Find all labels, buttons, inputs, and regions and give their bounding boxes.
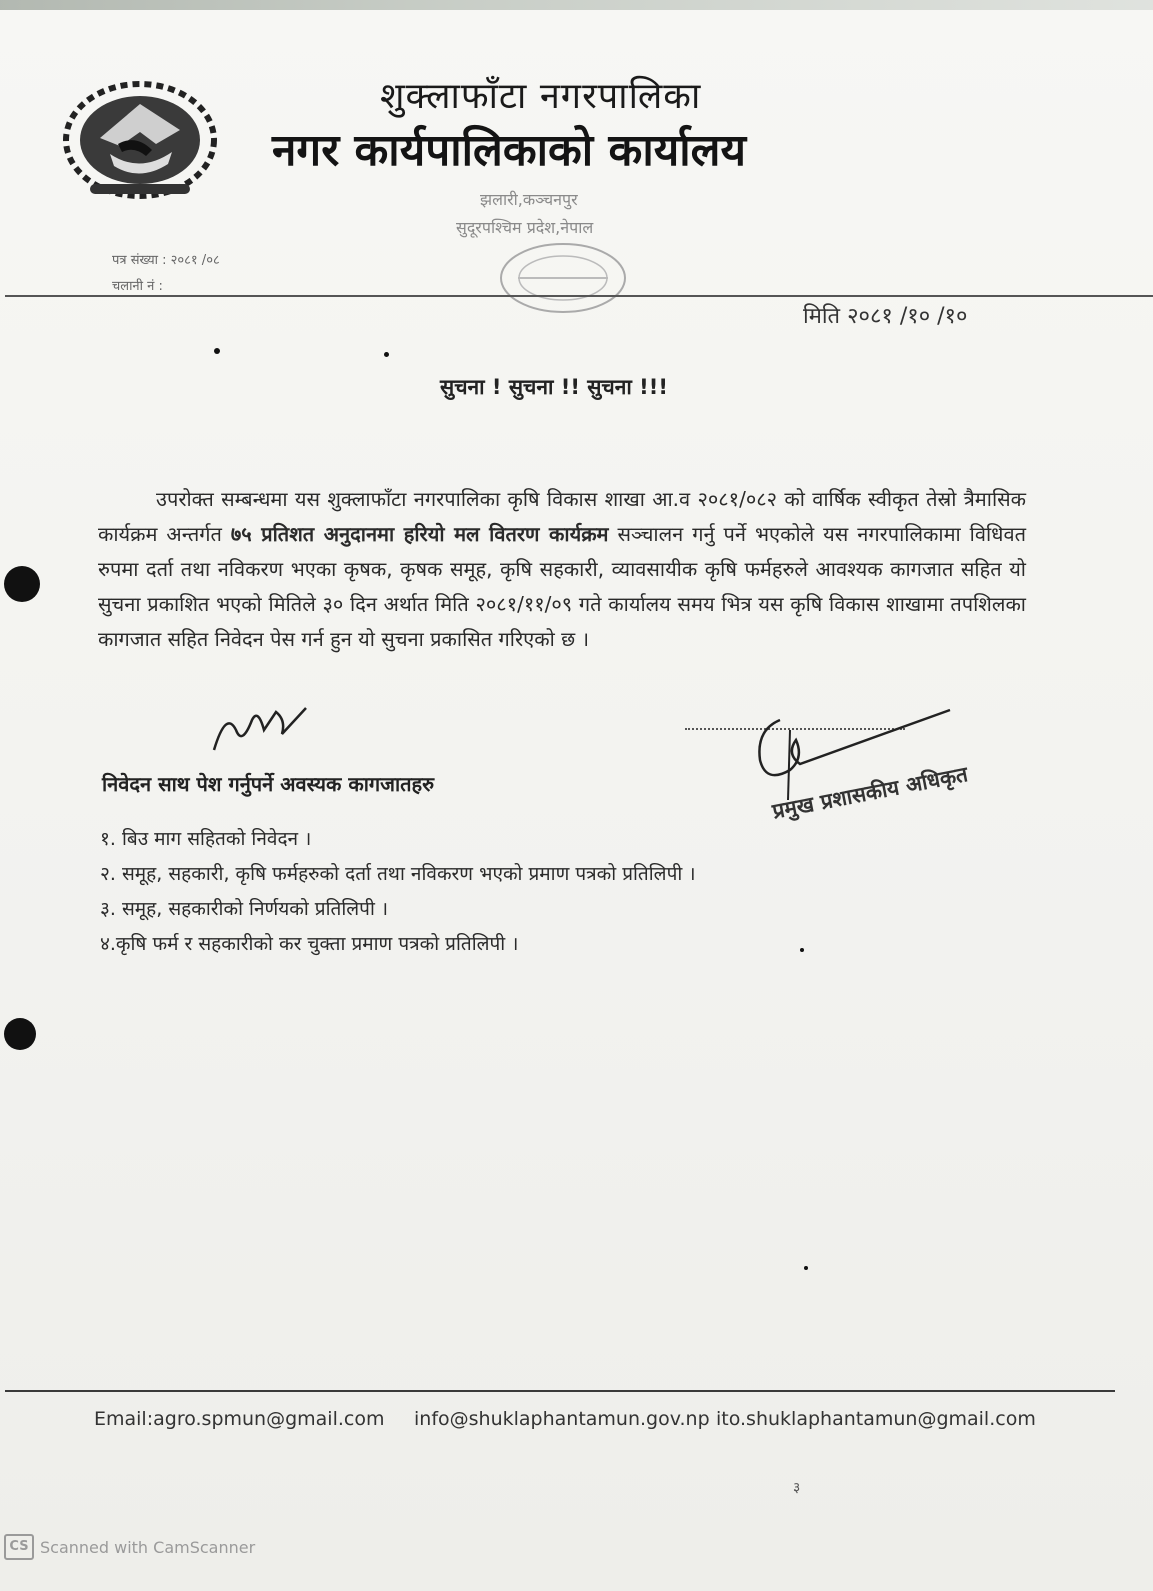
notice-date: मिति २०८१ /१० /१० (803, 304, 968, 329)
speck (804, 1266, 808, 1270)
footer-email-ito: ito.shuklaphantamun@gmail.com (716, 1408, 1036, 1430)
speck (384, 352, 389, 357)
punch-hole (4, 1018, 36, 1050)
camscanner-logo-icon: CS (4, 1534, 34, 1560)
notice-title: सुचना ! सुचना !! सुचना !!! (440, 375, 668, 399)
footer-email-info: info@shuklaphantamun.gov.np (414, 1408, 710, 1430)
footer-divider (5, 1390, 1115, 1392)
list-item: ३. समूह, सहकारीको निर्णयको प्रतिलिपी । (100, 898, 389, 920)
speck (800, 948, 804, 952)
list-item: २. समूह, सहकारी, कृषि फर्महरुको दर्ता तथा नविकरण भएको प्रमाण पत्रको प्रतिलिपी । (100, 863, 696, 885)
office-name: नगर कार्यपालिकाको कार्यालय (272, 125, 746, 176)
office-stamp-icon (488, 240, 638, 320)
list-item: १. बिउ माग सहितको निवेदन । (100, 828, 312, 850)
camscanner-watermark (4, 1534, 255, 1560)
dispatch-number: चलानी नं : (112, 279, 163, 294)
address-district: झलारी,कञ्चनपुर (480, 190, 578, 209)
list-item: ४.कृषि फर्म र सहकारीको कर चुक्ता प्रमाण पत्रको प्रतिलिपी । (100, 933, 519, 955)
government-emblem-icon (60, 74, 220, 202)
requirements-heading: निवेदन साथ पेश गर्नुपर्ने अवस्यक कागजातहरु (102, 772, 435, 796)
notice-body (98, 482, 1026, 657)
address-province: सुदूरपश्चिम प्रदेश,नेपाल (456, 218, 594, 237)
watermark-text: Scanned with CamScanner (40, 1537, 256, 1557)
speck (214, 348, 220, 354)
header-divider (5, 295, 1153, 297)
body-text-part2: सञ्चालन गर्नु पर्ने भएकोले यस नगरपालिकामा विधिवत रुपमा दर्ता तथा नविकरण भएका कृषक, कृषक समूह, कृषि सहकारी, व्यावसायीक कृषि फर्महरुले आवश्यक कागजात सहित यो सुचना प्रकाशित भएको मितिले ३० दिन अर्थात मिति २०८१/११/०९ गते कार्यालय समय भित्र यस कृषि विकास शाखामा तपशिलका कागजात सहित निवेदन पेस गर्न हुन यो सुचना प्रकासित गरिएको छ । (98, 522, 1026, 651)
punch-hole (4, 566, 40, 602)
initial-signature-icon (206, 700, 326, 760)
footer-email-agro: Email:agro.spmun@gmail.com (94, 1408, 385, 1430)
body-text-part1: उपरोक्त सम्बन्धमा यस शुक्लाफाँटा नगरपालिका कृषि विकास शाखा आ.व २०८१/०८२ को वार्षिक स्वीकृत तेस्रो त्रैमासिक कार्यक्रम अन्तर्गत (98, 487, 1026, 546)
municipality-name: शुक्लाफाँटा नगरपालिका (380, 76, 702, 117)
requirements-list (100, 822, 920, 962)
scan-edge (0, 0, 1153, 10)
signatory-title: प्रमुख प्रशासकीय अधिकृत (770, 762, 970, 824)
page-mark: ३ (793, 1480, 801, 1496)
reference-number: पत्र संख्या : २०८१ /०८ (112, 253, 220, 268)
body-text-bold: ७५ प्रतिशत अनुदानमा हरियो मल वितरण कार्यक्रम (230, 522, 609, 546)
